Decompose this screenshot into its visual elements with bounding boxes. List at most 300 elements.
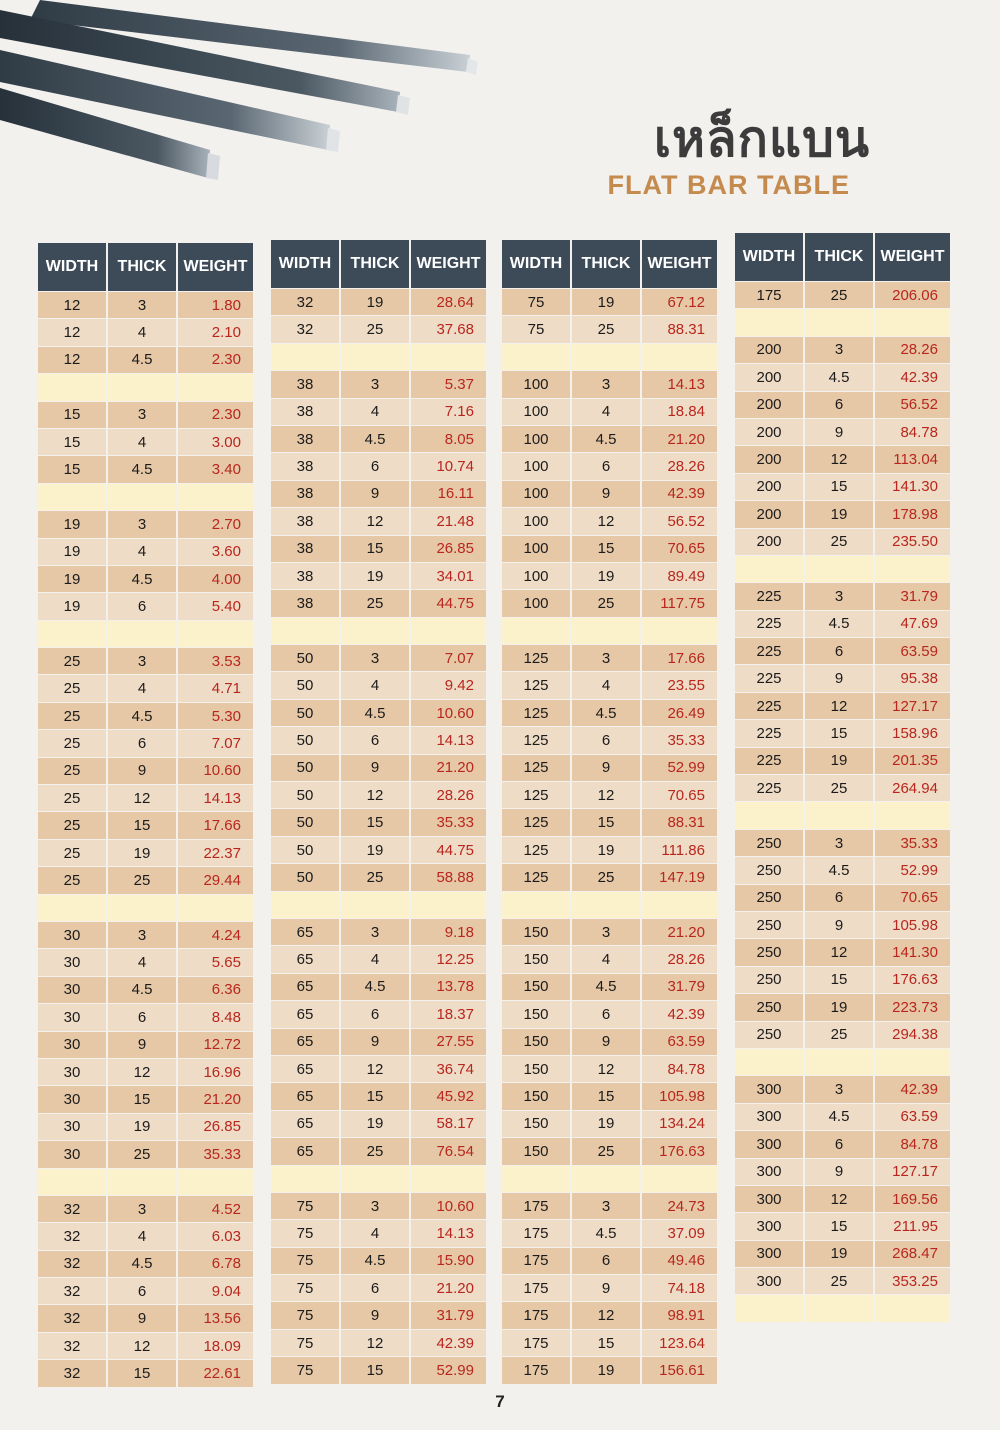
width-cell: 65 <box>271 974 341 1000</box>
weight-cell <box>411 1166 486 1192</box>
width-cell: 175 <box>502 1248 572 1274</box>
table-spacer-row <box>38 373 253 400</box>
table-row <box>271 781 486 808</box>
table-row <box>271 1110 486 1137</box>
table-row <box>735 391 950 418</box>
thick-cell <box>341 892 411 918</box>
thick-cell: 9 <box>805 419 875 445</box>
table-row <box>38 1085 253 1112</box>
column-header-thick: THICK <box>572 240 642 288</box>
thick-cell: 19 <box>572 1111 642 1137</box>
weight-cell: 4.71 <box>211 680 241 698</box>
weight-cell <box>875 1049 950 1075</box>
table-row <box>38 510 253 537</box>
table-row <box>502 288 717 315</box>
width-cell <box>735 556 805 582</box>
weight-cell: 178.98 <box>892 505 938 523</box>
table-spacer-row <box>735 555 950 582</box>
column-header-thick: THICK <box>108 243 178 291</box>
width-cell: 200 <box>735 501 805 527</box>
weight-cell <box>875 309 950 335</box>
width-cell: 150 <box>502 1056 572 1082</box>
table-row <box>502 370 717 397</box>
weight-cell: 3.00 <box>211 433 241 451</box>
table-row <box>735 281 950 308</box>
weight-cell: 169.56 <box>892 1190 938 1208</box>
table-spacer-row <box>38 483 253 510</box>
thick-cell <box>572 892 642 918</box>
thick-cell: 12 <box>572 508 642 534</box>
width-cell: 125 <box>502 864 572 890</box>
steel-flat-bars-image <box>0 0 520 230</box>
thick-cell: 3 <box>108 648 178 674</box>
width-cell: 250 <box>735 912 805 938</box>
width-cell: 65 <box>271 919 341 945</box>
width-cell: 50 <box>271 645 341 671</box>
width-cell: 75 <box>271 1220 341 1246</box>
weight-cell: 18.84 <box>667 403 705 421</box>
table-row <box>735 528 950 555</box>
weight-cell: 12.25 <box>436 951 474 969</box>
width-cell: 19 <box>38 511 108 537</box>
width-cell: 65 <box>271 1001 341 1027</box>
table-spacer-row <box>271 343 486 370</box>
weight-cell: 4.24 <box>211 926 241 944</box>
width-cell: 75 <box>271 1275 341 1301</box>
column-header-width: WIDTH <box>38 243 108 291</box>
thick-cell: 12 <box>805 693 875 719</box>
weight-cell <box>178 374 253 400</box>
table-row <box>502 863 717 890</box>
table-row <box>38 538 253 565</box>
width-cell <box>502 344 572 370</box>
weight-cell: 58.88 <box>436 868 474 886</box>
table-row <box>735 582 950 609</box>
width-cell: 38 <box>271 399 341 425</box>
table-row <box>502 480 717 507</box>
width-cell: 15 <box>38 429 108 455</box>
weight-cell <box>411 618 486 644</box>
table-row <box>271 315 486 342</box>
weight-cell: 34.01 <box>436 567 474 585</box>
width-cell: 32 <box>38 1360 108 1386</box>
thick-cell <box>108 621 178 647</box>
width-cell: 150 <box>502 919 572 945</box>
weight-cell: 268.47 <box>892 1245 938 1263</box>
thick-cell: 12 <box>341 782 411 808</box>
width-cell: 38 <box>271 481 341 507</box>
width-cell: 75 <box>502 289 572 315</box>
width-cell: 150 <box>502 1029 572 1055</box>
table-row <box>735 1103 950 1130</box>
table-row <box>38 1140 253 1167</box>
weight-cell: 42.39 <box>667 485 705 503</box>
thick-cell: 3 <box>572 919 642 945</box>
table-row <box>502 562 717 589</box>
weight-cell <box>642 618 717 644</box>
weight-cell: 10.60 <box>203 762 241 780</box>
width-cell: 38 <box>271 371 341 397</box>
thick-cell: 9 <box>572 481 642 507</box>
thick-cell <box>108 1169 178 1195</box>
weight-cell: 5.65 <box>211 954 241 972</box>
weight-cell <box>875 802 950 828</box>
width-cell: 19 <box>38 539 108 565</box>
width-cell: 38 <box>271 426 341 452</box>
thick-cell <box>572 618 642 644</box>
thick-cell: 6 <box>108 730 178 756</box>
width-cell: 12 <box>38 319 108 345</box>
table-row <box>735 363 950 390</box>
width-cell: 300 <box>735 1131 805 1157</box>
table-row <box>38 1003 253 1030</box>
weight-cell: 63.59 <box>900 1108 938 1126</box>
column-header-width: WIDTH <box>735 233 805 281</box>
weight-cell: 26.49 <box>667 704 705 722</box>
width-cell: 125 <box>502 809 572 835</box>
width-cell: 100 <box>502 481 572 507</box>
width-cell: 150 <box>502 1083 572 1109</box>
thick-cell: 25 <box>341 316 411 342</box>
table-spacer-row <box>502 617 717 644</box>
width-cell: 75 <box>271 1302 341 1328</box>
width-cell: 200 <box>735 529 805 555</box>
thick-cell: 15 <box>805 1213 875 1239</box>
thick-cell: 19 <box>805 748 875 774</box>
thick-cell: 15 <box>108 1360 178 1386</box>
thick-cell: 3 <box>805 583 875 609</box>
thick-cell: 4.5 <box>805 364 875 390</box>
weight-cell: 134.24 <box>659 1115 705 1133</box>
table-row <box>502 1329 717 1356</box>
table-row <box>735 993 950 1020</box>
weight-cell <box>178 1169 253 1195</box>
weight-cell <box>178 621 253 647</box>
width-cell: 15 <box>38 402 108 428</box>
table-row <box>735 938 950 965</box>
table-row <box>735 473 950 500</box>
table-row <box>38 1359 253 1386</box>
flat-bar-table-3 <box>502 240 717 1384</box>
thick-cell: 9 <box>805 665 875 691</box>
width-cell <box>271 344 341 370</box>
thick-cell: 19 <box>805 1241 875 1267</box>
width-cell: 100 <box>502 371 572 397</box>
table-row <box>735 1130 950 1157</box>
table-row <box>502 1028 717 1055</box>
weight-cell: 5.30 <box>211 707 241 725</box>
thick-cell: 15 <box>805 967 875 993</box>
weight-cell: 27.55 <box>436 1033 474 1051</box>
weight-cell: 7.07 <box>211 734 241 752</box>
width-cell: 30 <box>38 949 108 975</box>
width-cell: 300 <box>735 1268 805 1294</box>
weight-cell: 16.11 <box>437 485 474 503</box>
column-header-thick: THICK <box>341 240 411 288</box>
table-row <box>735 1185 950 1212</box>
width-cell: 125 <box>502 700 572 726</box>
width-cell: 50 <box>271 755 341 781</box>
weight-cell: 5.37 <box>444 375 474 393</box>
thick-cell: 4 <box>108 319 178 345</box>
weight-cell: 176.63 <box>892 971 938 989</box>
thick-cell: 3 <box>108 292 178 318</box>
width-cell <box>271 618 341 644</box>
width-cell: 30 <box>38 1114 108 1140</box>
thick-cell: 4 <box>108 949 178 975</box>
table-row <box>38 1031 253 1058</box>
table-row <box>735 856 950 883</box>
thick-cell: 25 <box>572 316 642 342</box>
width-cell: 38 <box>271 590 341 616</box>
thick-cell: 4 <box>341 1220 411 1246</box>
table-spacer-row <box>735 1294 950 1321</box>
table-row <box>38 811 253 838</box>
table-spacer-row <box>502 1165 717 1192</box>
width-cell: 200 <box>735 419 805 445</box>
table-row <box>38 784 253 811</box>
table-row <box>271 1247 486 1274</box>
table-row <box>502 425 717 452</box>
width-cell: 250 <box>735 994 805 1020</box>
thick-cell: 9 <box>341 1302 411 1328</box>
width-cell: 125 <box>502 782 572 808</box>
width-cell <box>38 484 108 510</box>
table-row <box>271 398 486 425</box>
thick-cell: 19 <box>572 1357 642 1383</box>
thick-cell: 4 <box>572 399 642 425</box>
table-row <box>38 921 253 948</box>
width-cell: 50 <box>271 837 341 863</box>
thick-cell: 3 <box>805 830 875 856</box>
thick-cell: 15 <box>108 1086 178 1112</box>
width-cell: 100 <box>502 508 572 534</box>
width-cell: 225 <box>735 638 805 664</box>
table-row <box>502 1247 717 1274</box>
weight-cell: 63.59 <box>667 1033 705 1051</box>
weight-cell: 17.66 <box>203 817 241 835</box>
weight-cell: 35.33 <box>900 834 938 852</box>
thick-cell: 19 <box>108 1114 178 1140</box>
width-cell: 75 <box>271 1330 341 1356</box>
table-row <box>502 808 717 835</box>
width-cell: 65 <box>271 1138 341 1164</box>
width-cell: 75 <box>502 316 572 342</box>
weight-cell: 15.90 <box>436 1252 474 1270</box>
thick-cell: 15 <box>108 812 178 838</box>
weight-cell: 28.64 <box>436 293 474 311</box>
weight-cell: 49.46 <box>667 1252 705 1270</box>
thick-cell: 25 <box>805 1022 875 1048</box>
width-cell: 38 <box>271 536 341 562</box>
width-cell: 175 <box>502 1330 572 1356</box>
width-cell: 250 <box>735 830 805 856</box>
width-cell: 100 <box>502 536 572 562</box>
thick-cell: 3 <box>805 1076 875 1102</box>
table-row <box>271 644 486 671</box>
thick-cell: 4.5 <box>341 426 411 452</box>
thick-cell: 12 <box>805 446 875 472</box>
thick-cell: 12 <box>572 1302 642 1328</box>
table-row <box>38 346 253 373</box>
thick-cell: 6 <box>341 453 411 479</box>
weight-cell: 6.36 <box>211 981 241 999</box>
table-spacer-row <box>735 308 950 335</box>
width-cell: 50 <box>271 864 341 890</box>
table-spacer-row <box>38 620 253 647</box>
width-cell: 125 <box>502 755 572 781</box>
thick-cell: 25 <box>341 1138 411 1164</box>
width-cell: 175 <box>502 1302 572 1328</box>
thick-cell: 12 <box>108 1333 178 1359</box>
thick-cell: 25 <box>341 590 411 616</box>
weight-cell: 176.63 <box>659 1142 705 1160</box>
table-row <box>502 1110 717 1137</box>
thick-cell: 15 <box>572 536 642 562</box>
table-row <box>38 565 253 592</box>
table-spacer-row <box>271 617 486 644</box>
thick-cell <box>805 1295 875 1321</box>
thick-cell: 6 <box>572 453 642 479</box>
table-row <box>38 1113 253 1140</box>
width-cell: 200 <box>735 392 805 418</box>
width-cell: 32 <box>38 1333 108 1359</box>
weight-cell: 17.66 <box>667 649 705 667</box>
width-cell <box>271 892 341 918</box>
weight-cell: 52.99 <box>667 759 705 777</box>
thick-cell: 4.5 <box>341 700 411 726</box>
thick-cell: 3 <box>572 371 642 397</box>
thick-cell: 25 <box>805 529 875 555</box>
width-cell <box>271 1166 341 1192</box>
thick-cell: 15 <box>341 1357 411 1383</box>
weight-cell: 8.05 <box>444 430 474 448</box>
weight-cell: 2.10 <box>211 324 241 342</box>
table-row <box>502 836 717 863</box>
thick-cell: 6 <box>572 1001 642 1027</box>
table-row <box>38 428 253 455</box>
weight-cell: 84.78 <box>900 423 938 441</box>
thick-cell: 4 <box>108 539 178 565</box>
thick-cell: 15 <box>572 809 642 835</box>
weight-cell: 1.80 <box>211 296 241 314</box>
thick-cell: 25 <box>572 864 642 890</box>
weight-cell: 235.50 <box>892 533 938 551</box>
thick-cell: 15 <box>805 474 875 500</box>
width-cell: 100 <box>502 563 572 589</box>
table-row <box>271 1192 486 1219</box>
thick-cell: 3 <box>805 337 875 363</box>
width-cell: 30 <box>38 1086 108 1112</box>
table-header <box>502 240 717 288</box>
table-row <box>502 1082 717 1109</box>
thick-cell: 4 <box>108 675 178 701</box>
weight-cell: 113.04 <box>893 451 938 469</box>
width-cell: 175 <box>735 282 805 308</box>
thick-cell: 4.5 <box>341 1248 411 1274</box>
weight-cell: 26.85 <box>436 540 474 558</box>
weight-cell: 5.40 <box>211 597 241 615</box>
thick-cell: 12 <box>341 1056 411 1082</box>
weight-cell <box>178 484 253 510</box>
table-row <box>735 774 950 801</box>
weight-cell: 16.96 <box>203 1063 241 1081</box>
table-row <box>735 664 950 691</box>
width-cell: 50 <box>271 700 341 726</box>
weight-cell: 22.37 <box>203 844 241 862</box>
width-cell: 150 <box>502 1138 572 1164</box>
thick-cell: 12 <box>341 1330 411 1356</box>
width-cell: 250 <box>735 857 805 883</box>
thick-cell: 4 <box>572 946 642 972</box>
column-header-thick: THICK <box>805 233 875 281</box>
thick-cell: 4.5 <box>572 1220 642 1246</box>
table-row <box>38 757 253 784</box>
table-row <box>271 425 486 452</box>
page-title-thai: เหล็กแบน <box>653 110 870 168</box>
weight-cell: 56.52 <box>667 512 705 530</box>
weight-cell: 42.39 <box>667 1005 705 1023</box>
table-row <box>271 1000 486 1027</box>
weight-cell: 14.13 <box>436 1224 474 1242</box>
width-cell: 25 <box>38 785 108 811</box>
width-cell: 32 <box>38 1305 108 1331</box>
weight-cell: 45.92 <box>436 1088 474 1106</box>
table-row <box>735 692 950 719</box>
thick-cell <box>805 309 875 335</box>
table-row <box>38 839 253 866</box>
weight-cell: 21.48 <box>436 512 474 530</box>
thick-cell: 3 <box>341 645 411 671</box>
width-cell: 30 <box>38 1059 108 1085</box>
width-cell: 32 <box>38 1278 108 1304</box>
table-row <box>502 589 717 616</box>
table-row <box>271 507 486 534</box>
table-row <box>271 945 486 972</box>
weight-cell: 42.39 <box>900 1081 938 1099</box>
thick-cell: 3 <box>341 1193 411 1219</box>
table-row <box>502 699 717 726</box>
thick-cell: 12 <box>108 1059 178 1085</box>
table-row <box>502 315 717 342</box>
weight-cell <box>642 1166 717 1192</box>
thick-cell: 4 <box>108 429 178 455</box>
width-cell <box>735 309 805 335</box>
width-cell: 25 <box>38 758 108 784</box>
thick-cell: 19 <box>572 837 642 863</box>
width-cell: 32 <box>271 316 341 342</box>
column-header-width: WIDTH <box>502 240 572 288</box>
thick-cell: 9 <box>341 755 411 781</box>
width-cell <box>38 621 108 647</box>
table-row <box>271 1137 486 1164</box>
width-cell <box>735 1049 805 1075</box>
thick-cell: 4 <box>341 946 411 972</box>
table-row <box>735 829 950 856</box>
width-cell: 30 <box>38 922 108 948</box>
thick-cell: 25 <box>108 867 178 893</box>
table-row <box>271 1082 486 1109</box>
weight-cell: 56.52 <box>900 396 938 414</box>
weight-cell: 353.25 <box>892 1272 938 1290</box>
table-row <box>38 401 253 428</box>
thick-cell: 4.5 <box>108 703 178 729</box>
width-cell <box>502 892 572 918</box>
weight-cell: 21.20 <box>667 430 705 448</box>
thick-cell: 4 <box>341 672 411 698</box>
table-row <box>38 1195 253 1222</box>
width-cell: 100 <box>502 590 572 616</box>
